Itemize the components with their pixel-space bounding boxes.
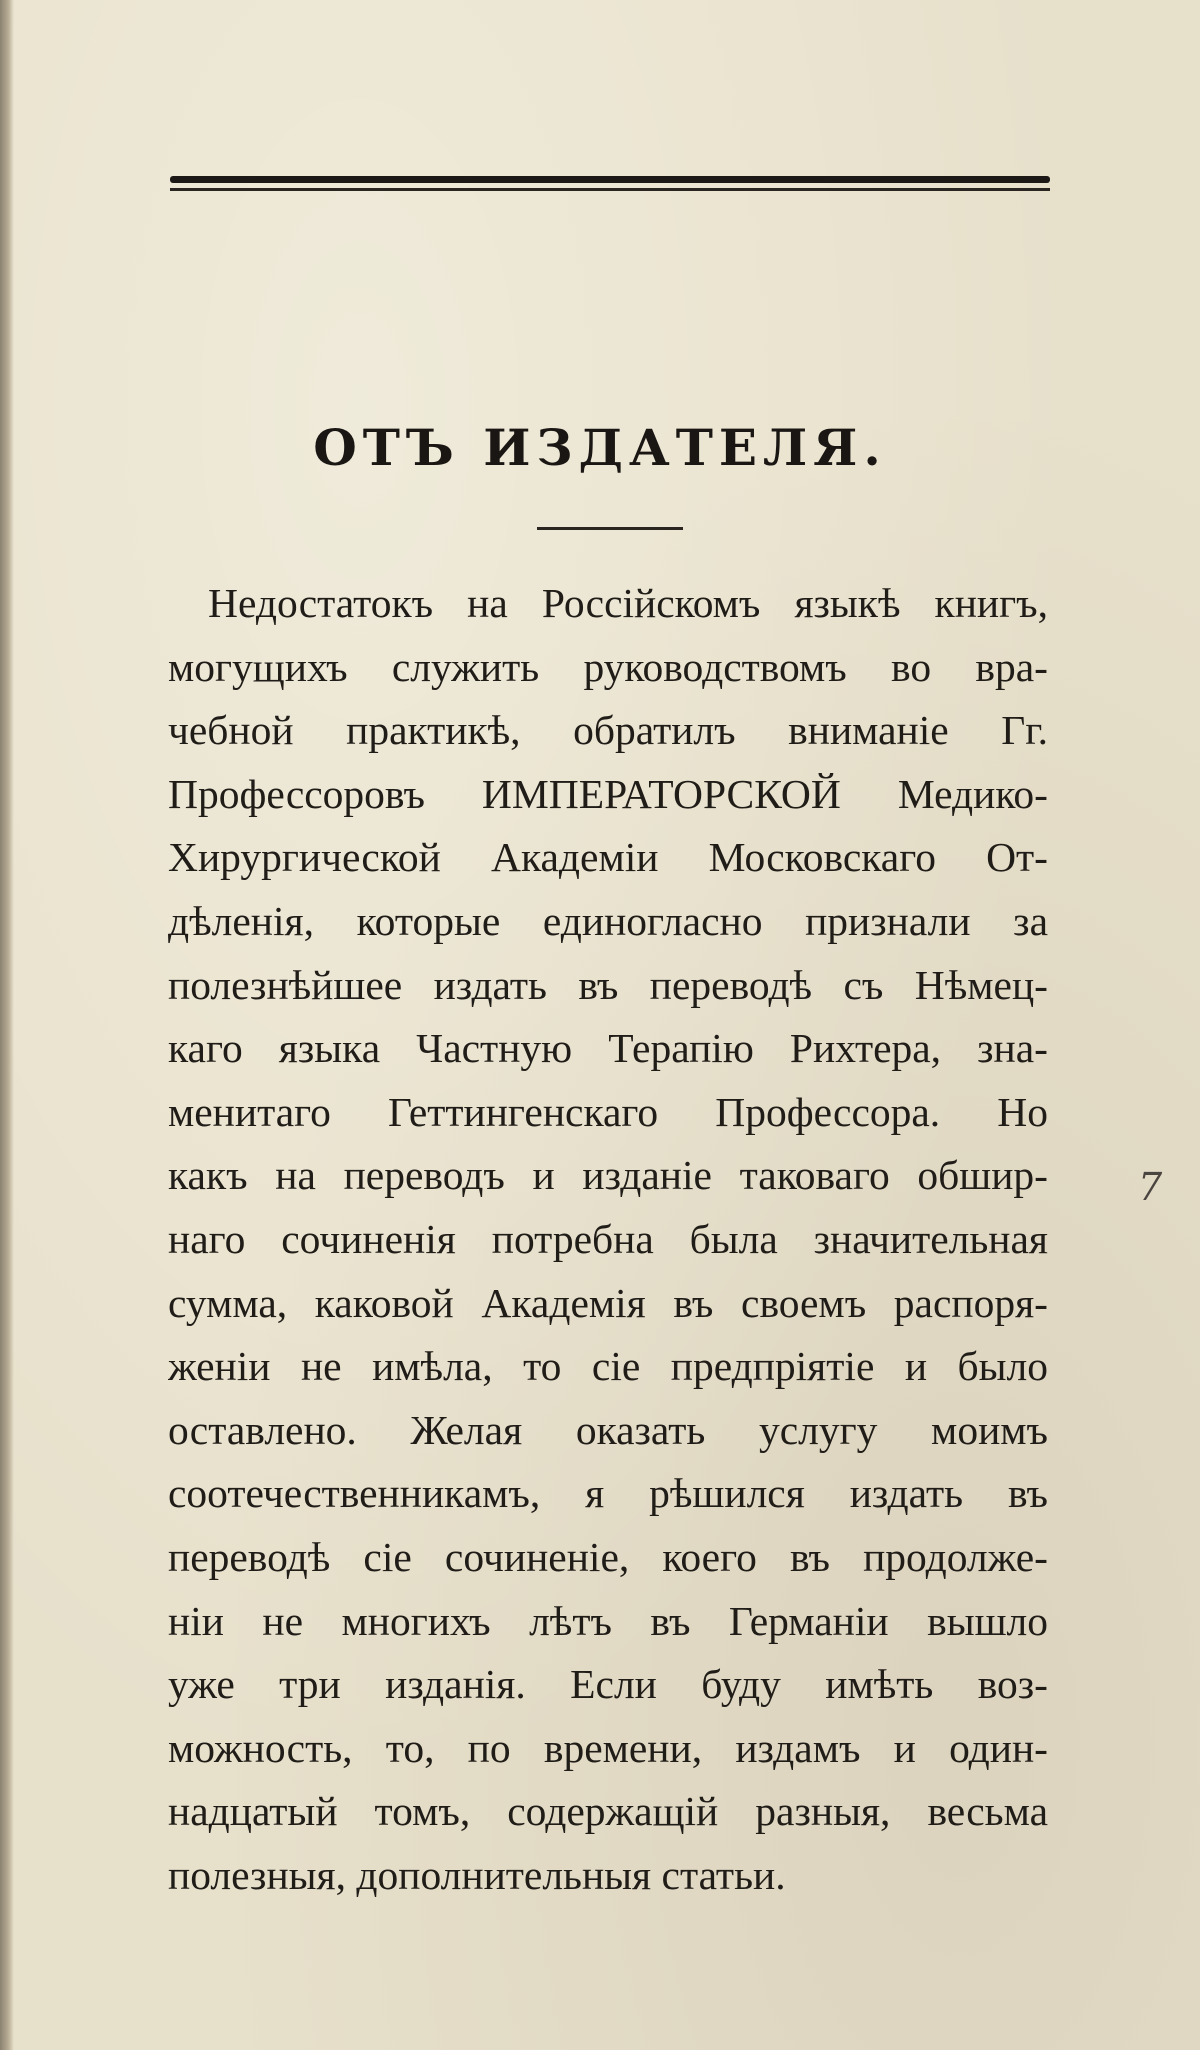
text-line-last: полезныя, дополнительныя статьи.	[168, 1851, 786, 1898]
text-line: полезнѣйшее издать въ переводѣ съ Нѣмец-	[168, 961, 1048, 1008]
page-title: ОТЪ ИЗДАТЕЛЯ.	[313, 418, 887, 477]
text-line: Недостатокъ на Россійскомъ языкѣ книгъ,	[208, 580, 1048, 626]
text-line: наго сочиненія потребна была значительная	[168, 1215, 1048, 1262]
header-rule-thick	[170, 176, 1050, 183]
margin-pencil-note: 7	[1138, 1165, 1163, 1209]
text-line: менитаго Геттингенскаго Профессора. Но	[168, 1088, 1048, 1135]
text-line: уже три изданія. Если буду имѣть воз-	[168, 1661, 1048, 1708]
text-line: чебной практикѣ, обратилъ вниманіе Гг.	[168, 707, 1048, 754]
text-line: дѣленія, которые единогласно признали за	[168, 897, 1048, 944]
text-line: можность, то, по времени, издамъ и один-	[168, 1724, 1048, 1771]
text-line: женіи не имѣла, то сіе предпріятіе и было	[168, 1343, 1048, 1390]
preface-text	[168, 572, 1048, 1907]
text-line: ніи не многихъ лѣтъ въ Германіи вышло	[168, 1597, 1048, 1644]
text-line: каго языка Частную Терапію Рихтера, зна-	[168, 1025, 1048, 1072]
text-line: переводѣ сіе сочиненіе, коего въ продолже-	[168, 1533, 1048, 1580]
title-underline-rule	[537, 527, 683, 530]
text-line: Хирургической Академіи Московскаго От-	[168, 834, 1048, 881]
text-line: сумма, каковой Академія въ своемъ распоря-	[168, 1279, 1048, 1326]
page-binding-edge	[0, 0, 14, 2050]
text-line: оставлено. Желая оказать услугу моимъ	[168, 1406, 1048, 1453]
text-line: могущихъ служить руководствомъ во вра-	[168, 643, 1048, 690]
text-line: какъ на переводъ и изданіе таковаго обшир-	[168, 1152, 1048, 1199]
text-line: надцатый томъ, содержащій разныя, весьма	[168, 1788, 1048, 1835]
text-line: соотечественникамъ, я рѣшился издать въ	[168, 1470, 1048, 1517]
header-double-rule	[170, 176, 1050, 198]
text-line: Профессоровъ ИМПЕРАТОРСКОЙ Медико-	[168, 770, 1048, 817]
header-rule-thin	[170, 188, 1050, 191]
